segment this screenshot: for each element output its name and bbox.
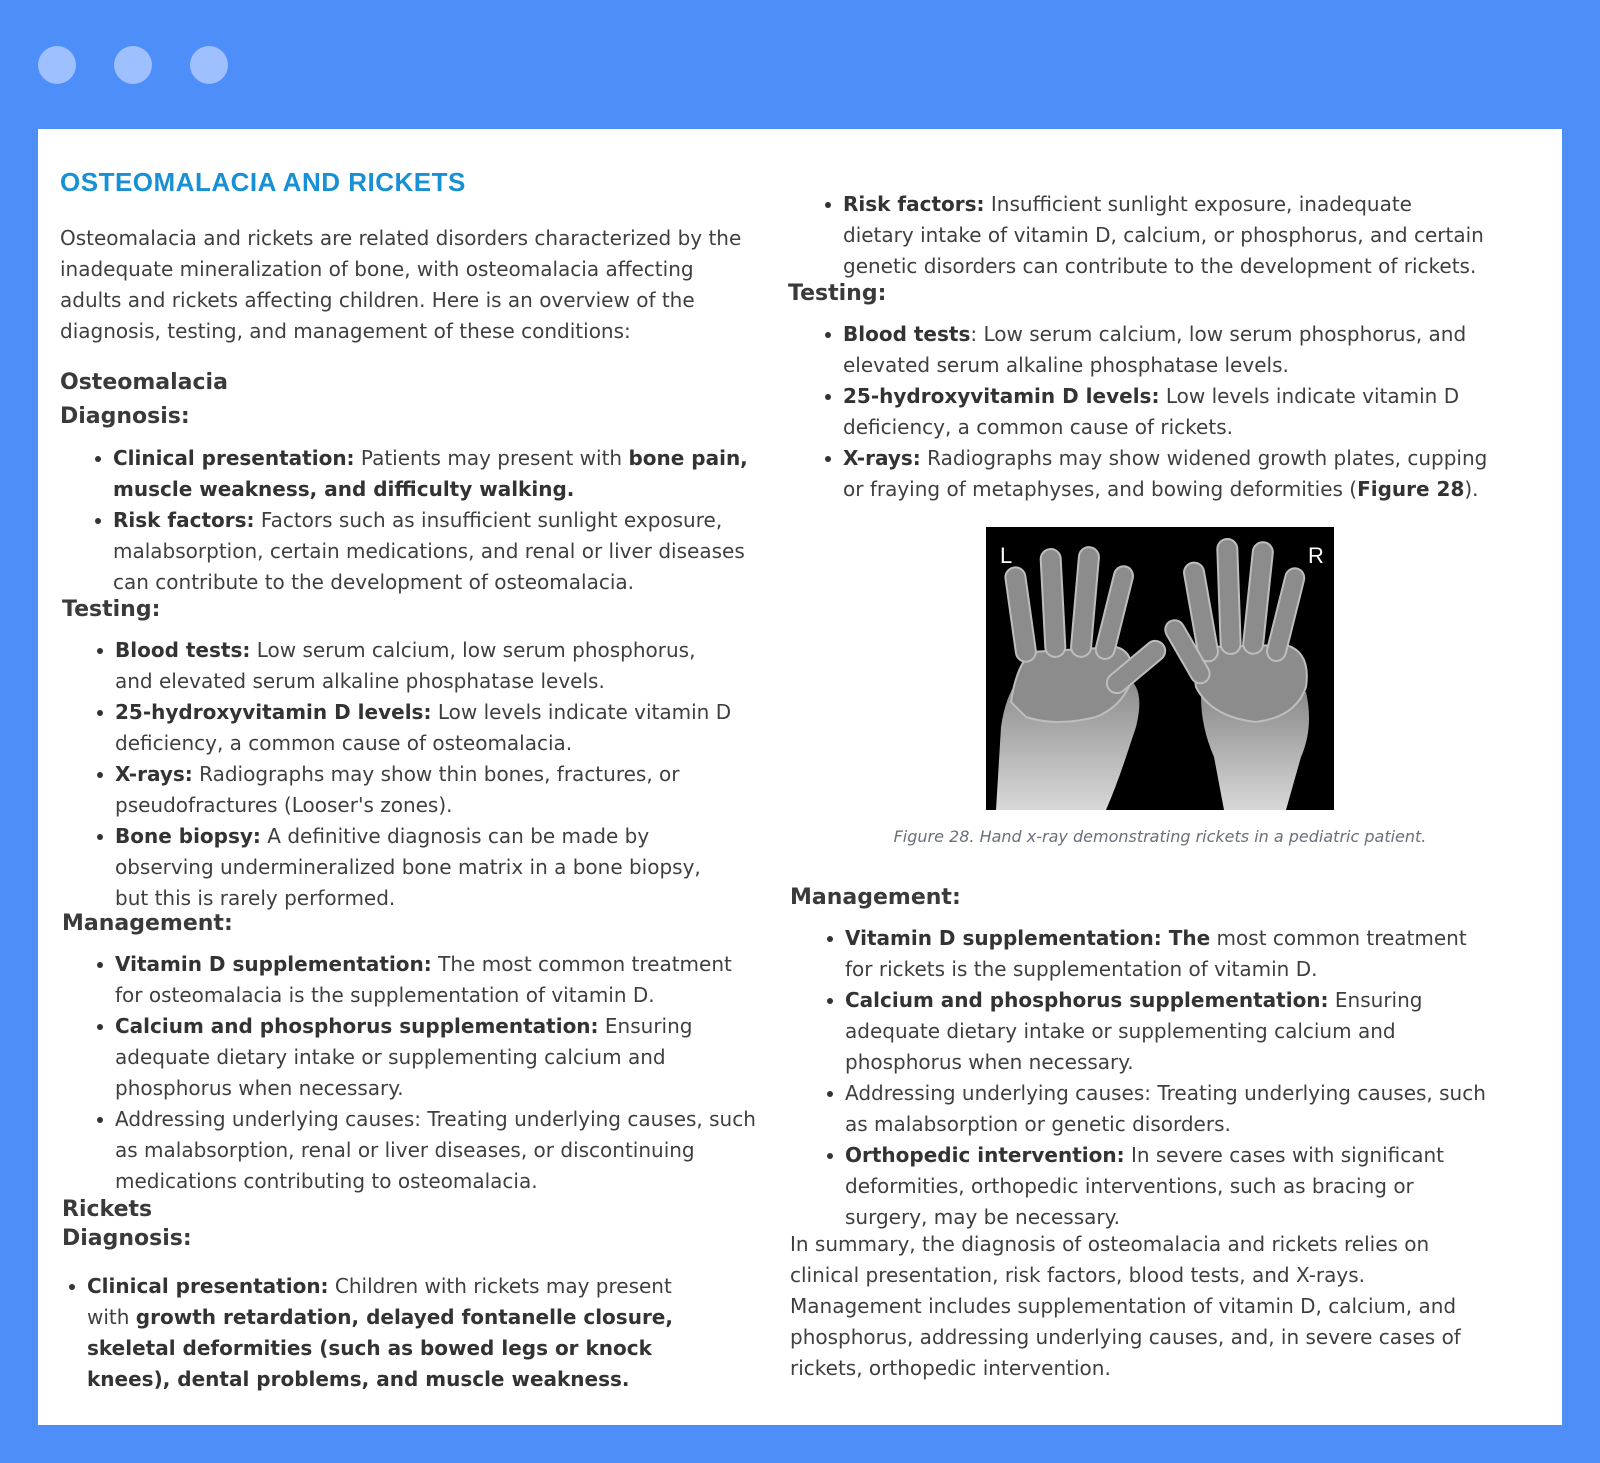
item-text: The most common treatment for osteomalacia is the supplementation of vitamin D.	[115, 952, 732, 1007]
osteo-management-heading: Management:	[62, 911, 233, 936]
rickets-management-list	[827, 923, 1487, 1233]
item-bold-text: bone pain, muscle weakness, and difficulty walking.	[113, 446, 748, 501]
intro-paragraph: Osteomalacia and rickets are related disorders characterized by the inadequate mineralization of bone, with osteomalacia affecting adults and rickets affecting children. Here is an overview of the diagnosis, testing, and management of these conditions:	[60, 226, 742, 343]
item-label: Blood tests:	[115, 638, 251, 662]
item-text: A definitive diagnosis can be made by observing undermineralized bone matrix in a bone biopsy, but this is rarely performed.	[115, 824, 701, 910]
osteo-testing-heading: Testing:	[62, 597, 161, 622]
list-item	[97, 635, 737, 697]
item-text: Addressing underlying causes: Treating underlying causes, such as malabsorption or genetic disorders.	[845, 1081, 1486, 1136]
xray-right-marker: R	[1308, 543, 1324, 568]
list-item	[827, 1140, 1487, 1233]
item-text: In severe cases with significant deformities, orthopedic interventions, such as bracing or surgery, may be necessary.	[845, 1143, 1445, 1229]
list-item	[827, 923, 1487, 985]
list-item	[97, 759, 737, 821]
item-text: : Low serum calcium, low serum phosphorus, and elevated serum alkaline phosphatase levels.	[843, 322, 1467, 377]
list-item	[825, 319, 1490, 381]
rickets-diagnosis-list-continued	[825, 189, 1485, 282]
item-label: Vitamin D supplementation:	[115, 952, 432, 976]
figure-reference[interactable]: Figure 28	[1357, 477, 1465, 501]
item-text-end: ).	[1464, 477, 1479, 501]
rickets-diagnosis-heading: Diagnosis:	[62, 1226, 192, 1251]
item-label: Bone biopsy:	[115, 824, 261, 848]
list-item	[97, 821, 737, 914]
rickets-testing-heading: Testing:	[788, 281, 887, 306]
item-label: Clinical presentation:	[87, 1274, 329, 1298]
window-close-dot[interactable]	[38, 46, 76, 84]
list-item	[97, 1104, 762, 1197]
window-minimize-dot[interactable]	[114, 46, 152, 84]
item-bold-text: growth retardation, delayed fontanelle closure, skeletal deformities (such as bowed legs or knock knees), dental problems, and muscle weakness.	[87, 1305, 673, 1391]
item-text: Children with rickets may present with	[87, 1274, 672, 1329]
rickets-heading: Rickets	[62, 1197, 153, 1222]
rickets-testing-list	[825, 319, 1490, 505]
item-text: Low levels indicate vitamin D deficiency, a common cause of osteomalacia.	[115, 700, 732, 755]
item-text: Low serum calcium, low serum phosphorus, and elevated serum alkaline phosphatase levels.	[115, 638, 696, 693]
item-text: Addressing underlying causes: Treating underlying causes, such as malabsorption, renal or liver diseases, or discontinuing medications contributing to osteomalacia.	[115, 1107, 756, 1193]
list-item	[69, 1271, 709, 1395]
item-text: Factors such as insufficient sunlight exposure, malabsorption, certain medications, and renal or liver diseases can contribute to the development of osteomalacia.	[113, 508, 745, 594]
item-label: Orthopedic intervention:	[845, 1143, 1125, 1167]
window-controls	[38, 46, 228, 84]
item-label: Calcium and phosphorus supplementation:	[115, 1014, 599, 1038]
window-maximize-dot[interactable]	[190, 46, 228, 84]
item-text: Ensuring adequate dietary intake or supplementing calcium and phosphorus when necessary.	[115, 1014, 693, 1100]
list-item	[95, 505, 765, 598]
item-label: Clinical presentation:	[113, 446, 355, 470]
item-text: Low levels indicate vitamin D deficiency, a common cause of rickets.	[843, 384, 1460, 439]
item-label: X-rays:	[843, 446, 921, 470]
item-label: Calcium and phosphorus supplementation:	[845, 988, 1329, 1012]
item-text: Radiographs may show widened growth plates, cupping or fraying of metaphyses, and bowing deformities (	[843, 446, 1488, 501]
list-item	[825, 381, 1490, 443]
hand-xray-figure	[986, 527, 1334, 810]
item-label: Blood tests	[843, 322, 971, 346]
item-label: X-rays:	[115, 762, 193, 786]
list-item	[827, 985, 1487, 1078]
figure-caption: Figure 28. Hand x-ray demonstrating rickets in a pediatric patient.	[893, 827, 1427, 846]
list-item	[97, 949, 762, 1011]
xray-left-marker: L	[1000, 543, 1013, 568]
item-text: Ensuring adequate dietary intake or supplementing calcium and phosphorus when necessary.	[845, 988, 1423, 1074]
item-label: Vitamin D supplementation: The	[845, 926, 1211, 950]
list-item	[825, 443, 1490, 505]
document-page	[38, 129, 1562, 1425]
rickets-management-heading: Management:	[790, 885, 961, 910]
item-label: Risk factors:	[113, 508, 255, 532]
list-item	[97, 697, 737, 759]
item-label: 25-hydroxyvitamin D levels:	[843, 384, 1160, 408]
list-item	[95, 443, 765, 505]
item-label: 25-hydroxyvitamin D levels:	[115, 700, 432, 724]
item-label: Risk factors:	[843, 192, 985, 216]
osteo-diagnosis-heading: Diagnosis:	[60, 404, 190, 429]
osteo-diagnosis-list	[95, 443, 765, 598]
item-text: Insufficient sunlight exposure, inadequate dietary intake of vitamin D, calcium, or phosphorus, and certain genetic disorders can contribute to the development of rickets.	[843, 192, 1484, 278]
osteo-management-list	[97, 949, 762, 1197]
osteomalacia-heading: Osteomalacia	[60, 370, 228, 395]
list-item	[827, 1078, 1487, 1140]
rickets-diagnosis-list	[69, 1271, 709, 1395]
item-text: Patients may present with	[354, 446, 629, 470]
item-text: most common treatment for rickets is the supplementation of vitamin D.	[845, 926, 1467, 981]
list-item	[97, 1011, 762, 1104]
list-item	[825, 189, 1485, 282]
osteo-testing-list	[97, 635, 737, 914]
item-text: Radiographs may show thin bones, fractures, or pseudofractures (Looser's zones).	[115, 762, 680, 817]
page-title: OSTEOMALACIA AND RICKETS	[60, 167, 466, 197]
summary-paragraph: In summary, the diagnosis of osteomalacia and rickets relies on clinical presentation, risk factors, blood tests, and X-rays. Management includes supplementation of vitamin D, calcium, and phosphorus, addressing underlying causes, and, in severe cases of rickets, orthopedic intervention.	[790, 1232, 1461, 1380]
